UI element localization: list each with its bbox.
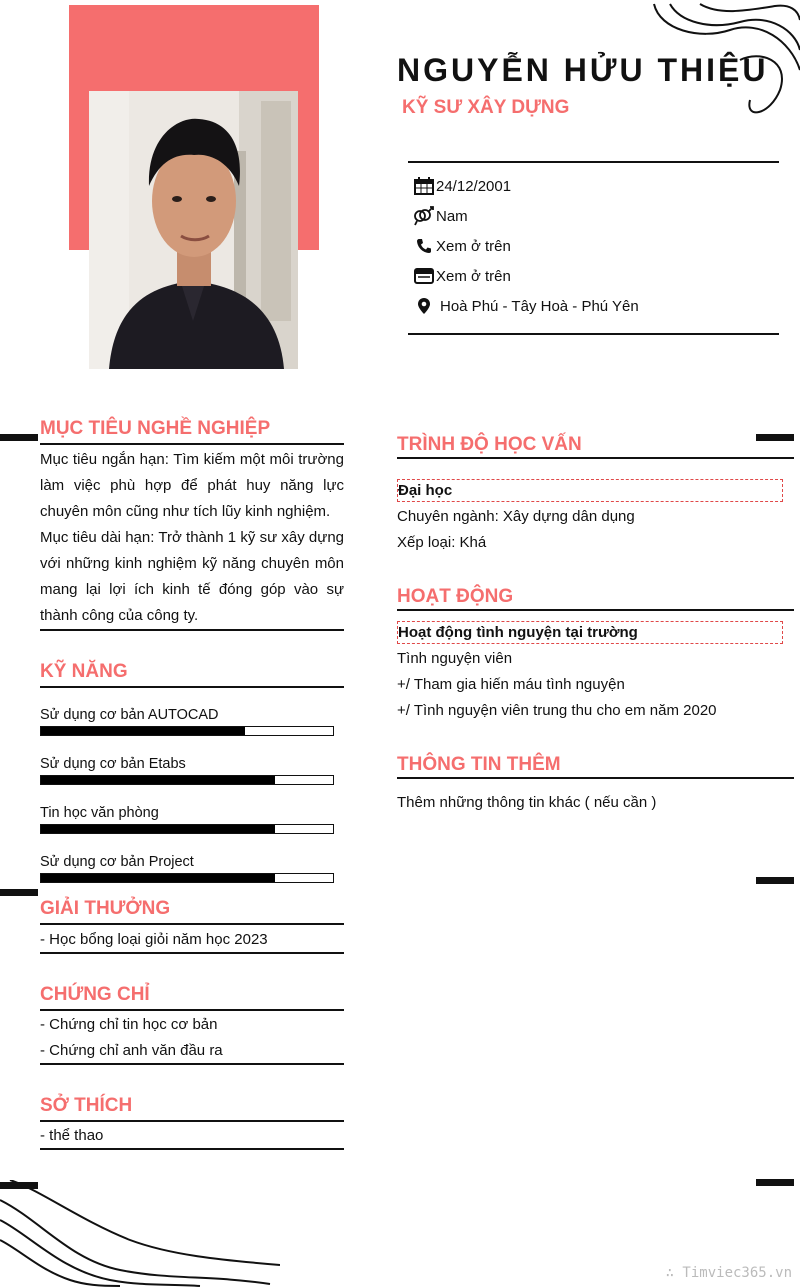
hobbies-divider-top bbox=[40, 1120, 344, 1122]
hobbies-title: SỞ THÍCH bbox=[40, 1095, 133, 1116]
birthdate-value: 24/12/2001 bbox=[436, 177, 512, 195]
education-title: TRÌNH ĐỘ HỌC VẤN bbox=[397, 434, 582, 455]
skill-bar-fill bbox=[41, 776, 275, 784]
objective-title: MỤC TIÊU NGHỀ NGHIỆP bbox=[40, 418, 271, 439]
extra-info-divider bbox=[397, 777, 794, 779]
objective-divider-top bbox=[40, 443, 344, 445]
edge-dash bbox=[756, 434, 794, 441]
extra-info-text: Thêm những thông tin khác ( nếu cần ) bbox=[397, 794, 657, 811]
address-value: Hoà Phú - Tây Hoà - Phú Yên bbox=[440, 297, 639, 315]
activity-heading: Hoạt động tình nguyện tại trường bbox=[397, 621, 783, 644]
certificate-item: - Chứng chỉ tin học cơ bản bbox=[40, 1016, 218, 1033]
skill-bar-fill bbox=[41, 727, 245, 735]
edge-dash bbox=[756, 1179, 794, 1186]
skills-divider bbox=[40, 686, 344, 688]
awards-divider-top bbox=[40, 923, 344, 925]
skill-bar bbox=[40, 873, 334, 883]
job-title: KỸ SƯ XÂY DỰNG bbox=[402, 97, 570, 118]
skill-label: Sử dụng cơ bản Etabs bbox=[40, 756, 186, 772]
contact-birthdate bbox=[412, 176, 511, 196]
certificates-divider-bottom bbox=[40, 1063, 344, 1065]
awards-divider-bottom bbox=[40, 952, 344, 954]
gender-value: Nam bbox=[436, 207, 468, 225]
contact-gender bbox=[412, 206, 468, 226]
objective-short-term: Mục tiêu ngắn hạn: Tìm kiếm một môi trường làm việc phù hợp để phát huy năng lực chuyên môn cũng như tích lũy kinh nghiệm. bbox=[40, 451, 344, 520]
decorative-swirl-bottom bbox=[0, 1180, 280, 1287]
activity-item: +/ Tham gia hiến máu tình nguyện bbox=[397, 676, 625, 693]
email-value: Xem ở trên bbox=[436, 267, 511, 285]
award-item: - Học bổng loại giỏi năm học 2023 bbox=[40, 931, 268, 948]
contact-divider-top bbox=[408, 161, 779, 163]
skill-bar-fill bbox=[41, 825, 275, 833]
education-major: Chuyên ngành: Xây dựng dân dụng bbox=[397, 508, 635, 525]
edge-dash bbox=[0, 1182, 38, 1189]
contact-address bbox=[412, 296, 639, 316]
phone-icon bbox=[412, 236, 436, 256]
contact-divider-bottom bbox=[408, 333, 779, 335]
skills-title: KỸ NĂNG bbox=[40, 661, 128, 682]
skill-label: Sử dụng cơ bản Project bbox=[40, 854, 194, 870]
edge-dash bbox=[0, 434, 38, 441]
skill-bar-fill bbox=[41, 874, 275, 882]
activity-item: Tình nguyện viên bbox=[397, 650, 513, 667]
activities-title: HOẠT ĐỘNG bbox=[397, 586, 514, 607]
map-pin-icon bbox=[412, 296, 436, 316]
extra-info-title: THÔNG TIN THÊM bbox=[397, 754, 561, 775]
contact-phone bbox=[412, 236, 511, 256]
calendar-icon bbox=[412, 176, 436, 196]
objective-long-term: Mục tiêu dài hạn: Trở thành 1 kỹ sư xây dựng với những kinh nghiệm kỹ năng chuyên môn mang lại lợi ích kinh tế đóng góp vào sự thành công của công ty. bbox=[40, 529, 344, 624]
education-grade: Xếp loại: Khá bbox=[397, 534, 487, 551]
education-divider bbox=[397, 457, 794, 459]
skill-bar bbox=[40, 726, 334, 736]
certificates-title: CHỨNG CHỈ bbox=[40, 984, 150, 1005]
watermark: ∴ Timviec365.vn bbox=[665, 1265, 792, 1281]
email-icon bbox=[412, 266, 436, 286]
activity-item: +/ Tình nguyện viên trung thu cho em năm 2020 bbox=[397, 702, 717, 719]
hobbies-divider-bottom bbox=[40, 1148, 344, 1150]
profile-photo bbox=[89, 91, 298, 369]
skill-bar bbox=[40, 775, 334, 785]
certificates-divider-top bbox=[40, 1009, 344, 1011]
hobby-item: - thể thao bbox=[40, 1127, 104, 1144]
activities-divider bbox=[397, 609, 794, 611]
skill-label: Sử dụng cơ bản AUTOCAD bbox=[40, 707, 219, 723]
education-degree: Đại học bbox=[397, 479, 783, 502]
contact-email bbox=[412, 266, 511, 286]
candidate-name: NGUYỄN HỬU THIỆU bbox=[397, 52, 769, 88]
objective-divider-bottom bbox=[40, 629, 344, 631]
skill-label: Tin học văn phòng bbox=[40, 805, 159, 821]
gender-icon bbox=[412, 206, 436, 226]
phone-value: Xem ở trên bbox=[436, 237, 511, 255]
edge-dash bbox=[756, 877, 794, 884]
edge-dash bbox=[0, 889, 38, 896]
certificate-item: - Chứng chỉ anh văn đầu ra bbox=[40, 1042, 223, 1059]
awards-title: GIẢI THƯỞNG bbox=[40, 898, 171, 919]
skill-bar bbox=[40, 824, 334, 834]
